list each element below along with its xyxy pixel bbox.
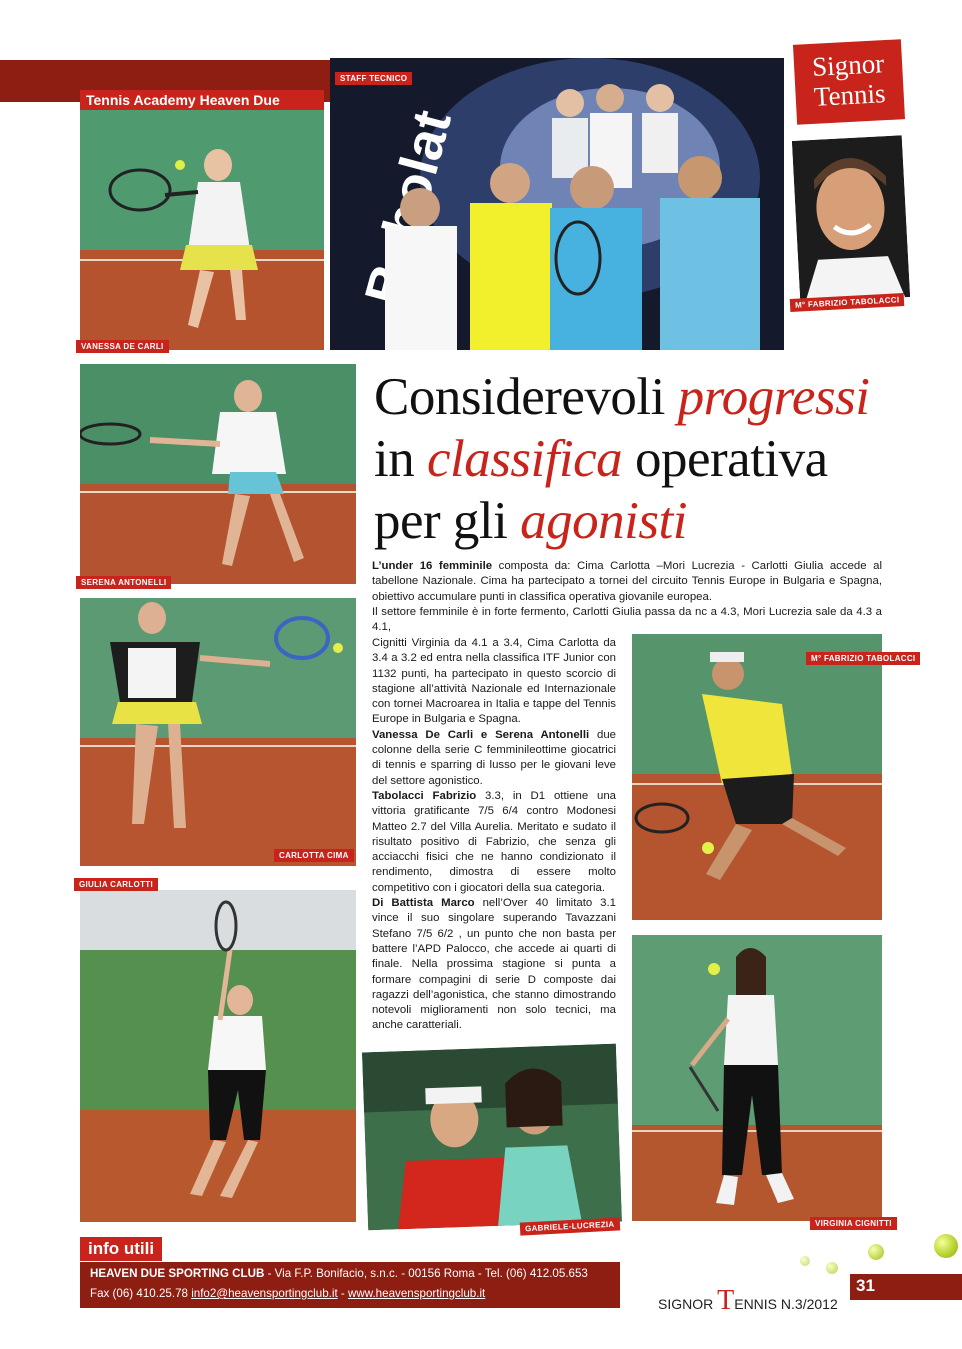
website-link[interactable]: www.heavensportingclub.it bbox=[347, 1287, 486, 1300]
bold-lead: Vanessa De Carli e Serena Antonelli bbox=[372, 728, 590, 741]
headline-word: Considerevoli bbox=[374, 368, 678, 426]
photo-staff-tecnico bbox=[330, 58, 784, 350]
photo-gabriele-lucrezia bbox=[362, 1044, 622, 1231]
section-label: Tennis Academy Heaven Due bbox=[80, 90, 324, 110]
info-box bbox=[80, 1262, 620, 1308]
info-title: info utili bbox=[80, 1237, 162, 1261]
paragraph-ranking: Cignitti Virginia da 4.1 a 3.4, Cima Carlotta da 3.4 a 3.2 ed entra nella classifica ITF Junior con 1132 punti, ha partecipato in questo scorcio di stagione all’attività Nazionale ed Internazionale con tornei Macroarea in Italia e tappe del Tennis Europe in Bulgaria e Spagna. bbox=[372, 637, 616, 726]
photo-serena-antonelli bbox=[80, 364, 356, 584]
paragraph-text: composta da: Cima Carlotta –Mori Lucrezia - Carlotti Giulia accede al tabellone Nazionale. Cima ha partecipato a tornei del circuito Tennis Europe in Bulgaria e Spagna, obiettivo accumulare punti in classifica operativa giovanile europea. bbox=[372, 560, 882, 603]
info-line-address bbox=[90, 1264, 610, 1284]
photo-carlotta-cima bbox=[80, 598, 356, 866]
headline-word: per gli bbox=[374, 492, 521, 550]
footer-mag-t: T bbox=[717, 1285, 735, 1316]
paragraph-serie-c bbox=[372, 728, 616, 789]
caption-virginia: VIRGINIA CIGNITTI bbox=[810, 1217, 897, 1230]
caption-staff: STAFF TECNICO bbox=[335, 72, 412, 85]
photo-giulia-carlotti bbox=[80, 890, 356, 1222]
article-body-column bbox=[372, 636, 616, 1034]
badge-line-2: Tennis bbox=[813, 78, 887, 112]
article-body-top bbox=[372, 559, 882, 635]
headline-highlight: agonisti bbox=[520, 492, 687, 550]
bold-lead: Tabolacci Fabrizio bbox=[372, 789, 477, 802]
club-name: HEAVEN DUE SPORTING CLUB bbox=[90, 1267, 265, 1280]
headline-line-3 bbox=[374, 490, 934, 552]
photo-virginia-cignitti bbox=[632, 935, 882, 1221]
headline-word: in bbox=[374, 430, 427, 488]
bold-lead: L’under 16 femminile bbox=[372, 560, 493, 572]
club-address: - Via F.P. Bonifacio, s.n.c. - 00156 Roma - Tel. (06) 412.05.653 bbox=[264, 1267, 588, 1280]
tennis-ball-icon bbox=[934, 1234, 958, 1258]
tennis-ball-icon bbox=[800, 1256, 810, 1266]
footer-magazine-issue bbox=[658, 1285, 838, 1317]
paragraph-tabolacci bbox=[372, 789, 616, 896]
headline-line-1 bbox=[374, 366, 934, 428]
badge-line-1: Signor bbox=[811, 48, 885, 82]
headline-word: operativa bbox=[622, 430, 828, 488]
caption-gabriele: GABRIELE-LUCREZIA bbox=[520, 1217, 620, 1235]
bold-lead: Di Battista Marco bbox=[372, 897, 475, 910]
paragraph-text: 3.3, in D1 ottiene una vittoria gratificante 7/5 6/4 contro Modonesi Matteo 2.7 del Villa Aurelia. Meritato e sudato il risultato positivo di Fabrizio, che senza gli acciacchi fisici che ne hanno condizionato il rendimento, dimostra di essere molto competitivo con i giocatori della sua categoria. bbox=[372, 789, 616, 894]
separator: - bbox=[337, 1287, 348, 1300]
tennis-ball-icon bbox=[868, 1244, 884, 1260]
caption-carlotta: CARLOTTA CIMA bbox=[274, 849, 354, 862]
photo-vanessa-de-carli bbox=[80, 110, 324, 350]
tennis-ball-icon bbox=[826, 1262, 838, 1274]
footer-mag-b: ENNIS N.3/2012 bbox=[734, 1296, 838, 1312]
caption-vanessa: VANESSA DE CARLI bbox=[76, 340, 169, 353]
caption-fabrizio-portrait: M° FABRIZIO TABOLACCI bbox=[790, 293, 905, 312]
caption-giulia: GIULIA CARLOTTI bbox=[74, 878, 158, 891]
page-number: 31 bbox=[856, 1276, 875, 1295]
headline-highlight: progressi bbox=[677, 368, 870, 426]
footer-mag-a: SIGNOR bbox=[658, 1296, 718, 1312]
paragraph-settore: Il settore femminile è in forte fermento, Carlotti Giulia passa da nc a 4.3, Mori Lucrezia sale da 4.3 a 4.1, bbox=[372, 605, 882, 634]
magazine-badge bbox=[793, 39, 905, 125]
photo-fabrizio-portrait bbox=[792, 135, 910, 303]
info-line-contacts bbox=[90, 1284, 610, 1304]
caption-serena: SERENA ANTONELLI bbox=[76, 576, 171, 589]
email-link[interactable]: info2@heavensportingclub.it bbox=[191, 1287, 338, 1300]
article-headline bbox=[374, 366, 934, 552]
paragraph-text: nell’Over 40 limitato 3.1 vince il suo singolare superando Tavazzani Stefano 7/5 6/2 , un punto che non basta per battere l’APD Palocco, che accede ai quarti di finale. Nella prossima stagione si punta a formare compagini di serie D composte dai ragazzi dell’agonistica, che stanno dimostrando notevoli miglioramenti non solo tecnici, ma anche caratteriali. bbox=[372, 897, 616, 1032]
headline-line-2 bbox=[374, 428, 934, 490]
club-fax: Fax (06) 410.25.78 bbox=[90, 1287, 192, 1300]
caption-fabrizio-action: M° FABRIZIO TABOLACCI bbox=[806, 652, 920, 665]
photo-fabrizio-action bbox=[632, 634, 882, 920]
paragraph-text: due colonne della serie C femminileottime giocatrici di tennis e sparring di lusso per le giovani leve del settore agonistico. bbox=[372, 728, 617, 787]
paragraph-under16 bbox=[372, 559, 882, 605]
headline-highlight: classifica bbox=[426, 430, 623, 488]
paragraph-dibattista bbox=[372, 896, 616, 1034]
